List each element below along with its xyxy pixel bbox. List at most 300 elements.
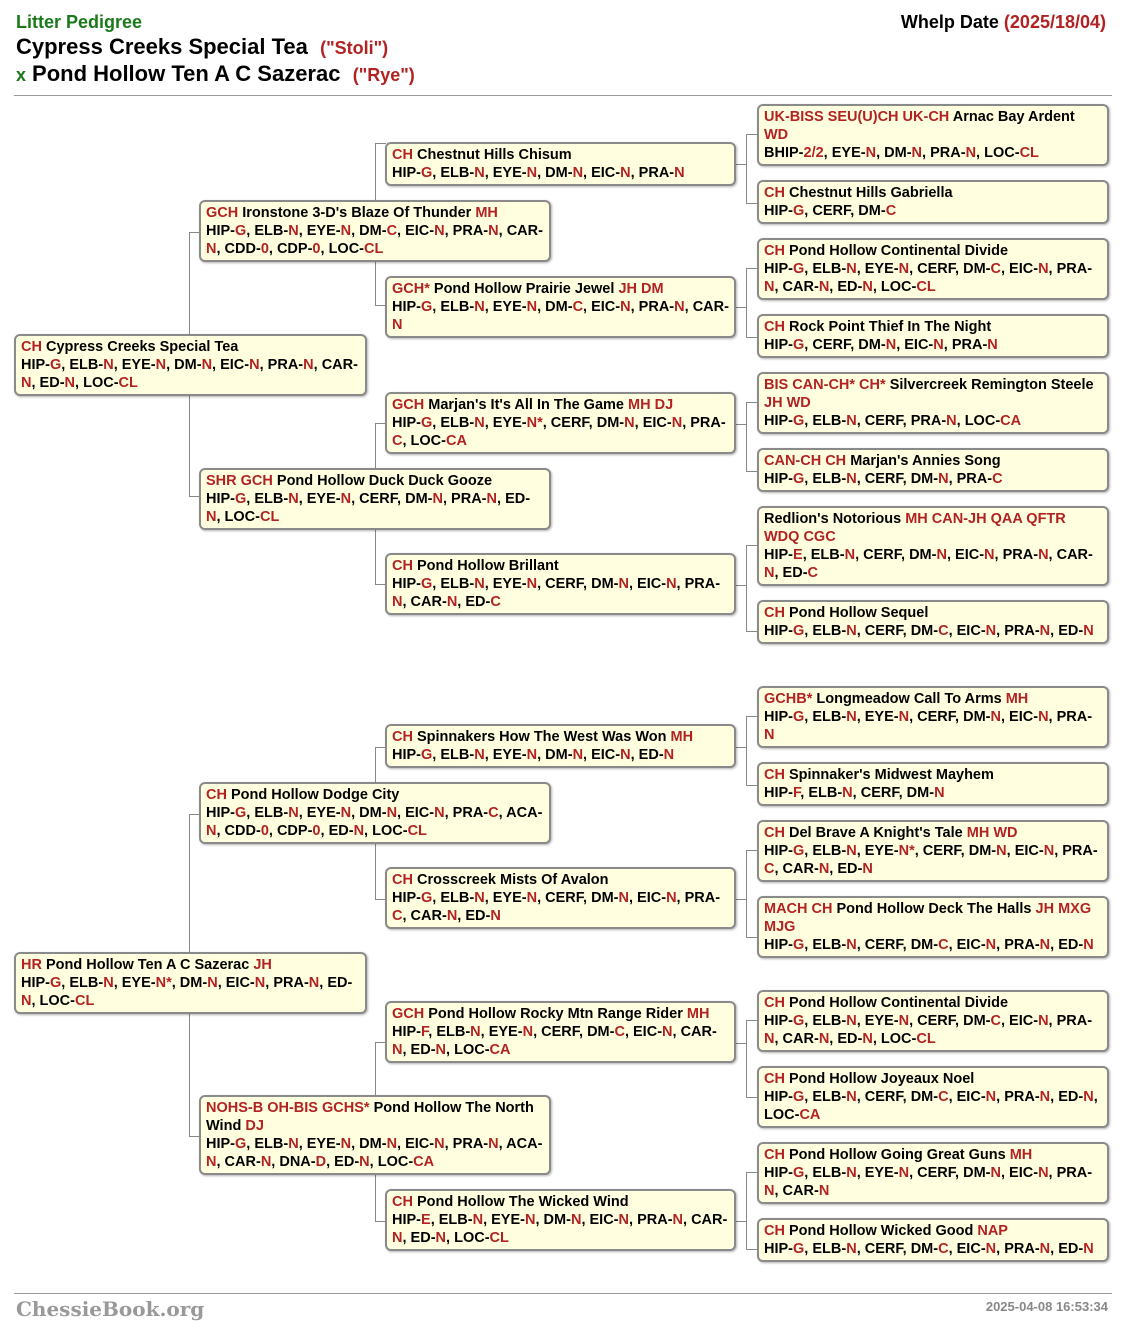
health-value: CL [118, 375, 138, 391]
sire-heading [16, 34, 388, 60]
health-test: ELB [440, 165, 470, 181]
dog-title [764, 604, 1102, 622]
health-test: HIP [764, 1241, 789, 1257]
dog-title-suffix: MH [475, 205, 498, 221]
dog-title [764, 690, 1102, 708]
health-value: N [446, 908, 458, 924]
connector [746, 785, 757, 786]
dog-name: Crosscreek Mists Of Avalon [416, 872, 609, 888]
health-value: N [340, 805, 352, 821]
health-test: EYE [864, 709, 894, 725]
health-test: ED [782, 565, 803, 581]
health-results: HIP-F, ELB-N, CERF, DM-N [764, 785, 945, 801]
health-value: N [846, 1241, 857, 1257]
dog-box-sss[interactable] [385, 142, 736, 186]
health-value: N [846, 937, 857, 953]
dog-title [392, 871, 729, 889]
health-value: G [793, 203, 805, 219]
health-test: PRA [1056, 709, 1088, 725]
health-test: DM [884, 145, 907, 161]
health-test: HIP [764, 547, 789, 563]
health-value: N [936, 547, 947, 563]
dog-box-ddds[interactable] [757, 1142, 1109, 1204]
health-test: HIP [764, 623, 789, 639]
connector [746, 1020, 757, 1021]
health-value: N [359, 1154, 370, 1170]
dog-title-prefix: CAN-CH CH [764, 453, 847, 469]
health-value: CL [916, 279, 936, 295]
health-value: N [155, 357, 167, 373]
dog-title [392, 1005, 729, 1023]
health-test: CAR [321, 357, 354, 373]
connector [746, 716, 747, 785]
health-test: PRA [690, 415, 721, 431]
health-value: F [793, 785, 801, 801]
health-value: N [392, 1042, 403, 1058]
health-test: HIP [392, 890, 417, 906]
health-results: HIP-G, ELB-N, CERF, DM-N, PRA-C [764, 471, 1003, 487]
dog-box-ddss[interactable] [757, 990, 1109, 1052]
health-value: N [1038, 547, 1049, 563]
dam-name: Pond Hollow Ten A C Sazerac [32, 61, 341, 86]
health-test: ED [39, 375, 60, 391]
health-test: DM [359, 223, 382, 239]
health-value: G [235, 491, 247, 507]
health-test: CERF [812, 337, 851, 353]
health-test: PRA [638, 165, 670, 181]
health-test: LOC [964, 413, 996, 429]
dog-title-prefix: HR [21, 957, 42, 973]
health-value: CA [413, 1154, 435, 1170]
health-test: PRA [452, 1136, 484, 1152]
health-value: N [474, 299, 485, 315]
health-value: N [1038, 1165, 1049, 1181]
health-value: G [421, 890, 433, 906]
health-test: DM [910, 1089, 934, 1105]
whelp-date [901, 12, 1106, 33]
health-value: N [818, 1031, 830, 1047]
dog-box-ssss[interactable] [757, 104, 1109, 166]
health-test: PRA [910, 413, 942, 429]
dog-box-sdsd[interactable] [757, 448, 1109, 492]
dog-box-dsdd[interactable] [757, 896, 1109, 958]
health-value: N [933, 337, 944, 353]
dog-box-sire[interactable] [14, 334, 367, 396]
health-test: CAR [224, 1154, 256, 1170]
cross-symbol: x [16, 65, 27, 85]
dog-title [392, 1193, 729, 1211]
health-test: PRA [1004, 623, 1035, 639]
health-value: N [844, 547, 856, 563]
health-test: CERF [864, 471, 903, 487]
dog-title-prefix: UK-BISS SEU(U)CH UK-CH [764, 109, 950, 125]
dog-title [764, 1222, 1102, 1240]
dog-title-suffix: WD [764, 127, 789, 143]
health-value: G [235, 1136, 247, 1152]
dog-box-ssds[interactable] [757, 238, 1109, 300]
health-results: HIP-G, ELB-N, EYE-N, CERF, DM-N, PRA-N, ED-N, LOC-CL [206, 491, 531, 525]
connector [746, 337, 757, 338]
dog-box-sdd[interactable] [385, 553, 736, 615]
health-value: N [984, 547, 995, 563]
health-value: N [572, 747, 584, 763]
health-test: CAR [691, 1212, 723, 1228]
health-value: N [470, 1024, 481, 1040]
connector [746, 545, 757, 546]
dog-box-ssd[interactable] [385, 276, 736, 338]
health-results: HIP-G, ELB-N, CERF, DM-C, EIC-N, PRA-N, ED-N [764, 623, 1094, 639]
health-value: G [235, 223, 247, 239]
health-value: N [846, 471, 857, 487]
health-value: G [793, 843, 805, 859]
health-value: N [288, 1136, 299, 1152]
health-value: N [474, 415, 485, 431]
health-value: G [50, 975, 62, 991]
dog-box-dddd[interactable] [757, 1218, 1109, 1262]
health-value: N [21, 993, 32, 1009]
health-test: EIC [637, 576, 662, 592]
health-value: G [793, 337, 805, 353]
health-test: ED [638, 747, 659, 763]
health-test: CAR [782, 1031, 814, 1047]
dog-title [764, 242, 1102, 260]
dog-title [206, 204, 544, 222]
dog-box-dam-dam[interactable] [199, 1095, 551, 1175]
health-value: N [666, 890, 677, 906]
connector [746, 1172, 757, 1173]
dog-box-sds[interactable] [385, 392, 736, 454]
dog-name: Spinnakers How The West Was Won [416, 729, 667, 745]
connector [746, 203, 757, 204]
health-test: DM [910, 1241, 934, 1257]
health-value: N [620, 165, 631, 181]
health-value: N [435, 1230, 447, 1246]
dog-box-ddd[interactable] [385, 1189, 736, 1251]
health-test: DM [405, 491, 428, 507]
dog-title-suffix: MH [670, 729, 694, 745]
health-test: EIC [591, 747, 616, 763]
health-test: DM [543, 1212, 567, 1228]
health-test: DM [587, 1024, 610, 1040]
health-value: G [793, 413, 805, 429]
health-value: N [898, 1013, 910, 1029]
health-test: HIP [21, 357, 46, 373]
health-value: G [421, 747, 433, 763]
dog-box-sire-dam[interactable] [199, 468, 551, 530]
health-results: HIP-G, ELB-N, EYE-N, DM-C, EIC-N, PRA-N, CAR-N, CDD-0, CDP-0, LOC-CL [206, 223, 543, 257]
dog-box-dam-sire[interactable] [199, 782, 551, 844]
health-value: N [526, 165, 538, 181]
dog-title-prefix: CH [764, 243, 785, 259]
health-test: HIP [392, 576, 417, 592]
health-value: N [103, 357, 114, 373]
health-test: LOC [454, 1230, 485, 1246]
health-results: HIP-G, ELB-N, EYE-N, DM-N, EIC-N, PRA-C, ACA-N, CDD-0, CDP-0, ED-N, LOC-CL [206, 805, 543, 839]
connector [736, 585, 747, 586]
health-results: HIP-G, ELB-N, EYE-N, DM-N, EIC-N, PRA-N [392, 165, 685, 181]
dog-title-suffix: MH [1009, 1147, 1033, 1163]
health-value: C [392, 908, 403, 924]
health-value: 0 [312, 241, 321, 257]
dog-title [764, 824, 1102, 842]
health-results: HIP-G, ELB-N, EYE-N, DM-C, EIC-N, PRA-N, CAR-N [392, 299, 729, 333]
header-divider [14, 95, 1112, 96]
health-value: N [525, 1212, 536, 1228]
health-results: BHIP-2/2, EYE-N, DM-N, PRA-N, LOC-CL [764, 145, 1039, 161]
health-value: N [985, 623, 997, 639]
health-value: N [818, 861, 830, 877]
health-test: PRA [637, 1212, 668, 1228]
health-value: N [522, 1024, 534, 1040]
dog-name: Pond Hollow The Wicked Wind [416, 1194, 629, 1210]
health-value: G [793, 1165, 805, 1181]
health-value: 0 [312, 823, 321, 839]
dog-box-dds[interactable] [385, 1001, 736, 1063]
health-value: N* [898, 843, 915, 859]
health-value: G [793, 1089, 805, 1105]
health-value: N [474, 890, 485, 906]
dog-box-dsd[interactable] [385, 867, 736, 929]
health-value: G [793, 623, 805, 639]
health-test: EYE [306, 491, 336, 507]
health-value: N [1039, 937, 1051, 953]
health-test: HIP [764, 1165, 789, 1181]
health-value: CA [446, 433, 467, 449]
dog-box-dss[interactable] [385, 724, 736, 768]
health-test: EIC [955, 547, 980, 563]
health-results: HIP-F, ELB-N, EYE-N, CERF, DM-C, EIC-N, CAR-N, ED-N, LOC-CA [392, 1024, 717, 1058]
dog-name: Pond Hollow Duck Duck Gooze [276, 473, 493, 489]
health-test: PRA [1004, 937, 1035, 953]
health-test: ED [1058, 1241, 1079, 1257]
health-value: N [572, 165, 584, 181]
dog-name: Redlion's Notorious [764, 511, 902, 527]
health-test: HIP [764, 413, 789, 429]
health-test: PRA [267, 357, 299, 373]
dog-box-ddsd[interactable] [757, 1066, 1109, 1128]
health-value: N [846, 1089, 857, 1105]
health-test: ELB [812, 1089, 842, 1105]
dog-title-suffix: JH DM [618, 281, 664, 297]
health-value: N [818, 279, 830, 295]
health-value: E [421, 1212, 431, 1228]
health-results: HIP-G, ELB-N, EYE-N, CERF, DM-N, EIC-N, PRA-N [764, 709, 1093, 743]
health-test: EYE [864, 1165, 894, 1181]
dog-box-sdss[interactable] [757, 372, 1109, 434]
health-value: N [618, 890, 629, 906]
dog-box-sssd[interactable] [757, 180, 1109, 224]
health-test: CERF [864, 413, 903, 429]
health-value: G [793, 261, 805, 277]
dog-name: Pond Hollow Sequel [788, 605, 929, 621]
dog-box-dsds[interactable] [757, 820, 1109, 882]
health-value: N [21, 375, 32, 391]
dog-title [206, 786, 544, 804]
health-value: G [235, 805, 247, 821]
health-value: N [934, 785, 945, 801]
health-value: N [846, 623, 857, 639]
whelp-date-value: (2025/18/04) [1003, 12, 1106, 32]
dog-box-ssdd[interactable] [757, 314, 1109, 358]
health-test: HIP [392, 165, 417, 181]
health-test: ED [837, 279, 858, 295]
health-value: N [846, 261, 857, 277]
health-value: N [206, 509, 217, 525]
health-test: EIC [220, 357, 245, 373]
health-test: PRA [684, 576, 716, 592]
health-test: ELB [254, 223, 284, 239]
health-value: N [206, 241, 217, 257]
dog-title-prefix: MACH CH [764, 901, 833, 917]
health-test: ELB [440, 890, 470, 906]
health-test: PRA [1056, 1165, 1088, 1181]
health-test: ELB [812, 1013, 842, 1029]
health-value: C [807, 565, 819, 581]
health-test: ACA [506, 1136, 538, 1152]
health-value: CA [1000, 413, 1022, 429]
health-value: CA [799, 1107, 821, 1123]
health-test: LOC [39, 993, 71, 1009]
health-value: G [50, 357, 62, 373]
health-test: PRA [951, 337, 983, 353]
health-test: LOC [328, 241, 360, 257]
dog-box-sdds[interactable] [757, 506, 1109, 586]
dog-box-dsss[interactable] [757, 686, 1109, 748]
dog-title [21, 338, 360, 356]
dog-title [206, 1099, 544, 1135]
health-test: ELB [812, 623, 842, 639]
health-value: C [938, 1241, 949, 1257]
site-logo-text[interactable]: ChessieBook.org [16, 1297, 205, 1321]
health-test: HIP [764, 337, 789, 353]
dog-box-sire-sire[interactable] [199, 200, 551, 262]
health-value: N [862, 1031, 873, 1047]
health-test: CERF [545, 890, 584, 906]
health-test: DM [909, 547, 932, 563]
health-test: CAR [410, 908, 442, 924]
health-value: N [618, 576, 629, 592]
dog-name: Cypress Creeks Special Tea [45, 339, 239, 355]
dog-title-prefix: CH [392, 872, 413, 888]
health-test: EIC [589, 1212, 614, 1228]
health-value: N [666, 576, 677, 592]
connector [746, 1097, 757, 1098]
health-value: N [288, 491, 299, 507]
dog-title-suffix: MH WD [966, 825, 1018, 841]
connector [746, 1172, 747, 1249]
health-test: EYE [492, 415, 522, 431]
health-value: G [793, 1013, 805, 1029]
health-test: HIP [392, 299, 417, 315]
dog-title-prefix: NOHS-B OH-BIS GCHS* [206, 1100, 370, 1116]
connector [736, 1043, 747, 1044]
health-value: G [793, 1241, 805, 1257]
health-test: LOC [880, 1031, 912, 1047]
dog-title-prefix: CH [764, 825, 785, 841]
connector [736, 164, 747, 165]
dog-box-dam[interactable] [14, 952, 367, 1014]
health-test: PRA [1062, 843, 1093, 859]
connector [736, 424, 747, 425]
health-test: CERF [541, 1024, 579, 1040]
health-value: CL [407, 823, 427, 839]
health-test: HIP [392, 415, 417, 431]
connector [746, 268, 757, 269]
health-value: N [674, 299, 685, 315]
health-results: HIP-G, ELB-N, EYE-N*, DM-N, EIC-N, PRA-N, ED-N, LOC-CL [21, 975, 353, 1009]
health-test: ELB [69, 975, 99, 991]
health-test: CERF [359, 491, 398, 507]
health-test: ELB [812, 471, 842, 487]
health-value: CL [1019, 145, 1039, 161]
health-results: HIP-G, ELB-N, EYE-N*, CERF, DM-N, EIC-N, PRA-C, CAR-N, ED-N [764, 843, 1098, 877]
health-value: C [614, 1024, 625, 1040]
health-value: N [990, 709, 1001, 725]
health-test: LOC [764, 1107, 795, 1123]
dog-title-prefix: CH [764, 995, 785, 1011]
dog-title [764, 766, 1102, 784]
health-value: N [1038, 709, 1049, 725]
health-value: N [288, 223, 299, 239]
dog-title-prefix: CH [21, 339, 42, 355]
dog-name: Silvercreek Remington Steele [889, 377, 1094, 393]
health-test: EIC [642, 415, 667, 431]
health-value: N [846, 709, 857, 725]
health-test: ACA [506, 805, 538, 821]
dog-box-sddd[interactable] [757, 600, 1109, 644]
health-value: N [434, 223, 445, 239]
health-value: N* [526, 415, 543, 431]
dog-box-dssd[interactable] [757, 762, 1109, 806]
health-value: N [885, 337, 897, 353]
health-test: ELB [812, 261, 842, 277]
health-value: N [392, 317, 403, 333]
health-test: DM [963, 709, 986, 725]
health-test: EYE [121, 975, 151, 991]
health-test: DM [179, 975, 203, 991]
health-results: HIP-G, ELB-N, EYE-N, CERF, DM-C, EIC-N, PRA-N, CAR-N, ED-N, LOC-CL [764, 1013, 1093, 1047]
dog-name: Pond Hollow Dodge City [230, 787, 400, 803]
dog-title [764, 900, 1102, 936]
dog-title [392, 728, 729, 746]
health-results: HIP-G, ELB-N, EYE-N, CERF, DM-C, EIC-N, PRA-N, CAR-N, ED-N, LOC-CL [764, 261, 1093, 295]
dog-name: Pond Hollow Going Great Guns [788, 1147, 1006, 1163]
health-test: EYE [491, 1212, 521, 1228]
sire-name: Cypress Creeks Special Tea [16, 34, 308, 59]
dog-title-suffix: JH MXG MJG [764, 901, 1092, 935]
health-value: N [671, 415, 683, 431]
health-value: N [842, 785, 853, 801]
health-value: N [1083, 623, 1094, 639]
dog-name: Pond Hollow Prairie Jewel [433, 281, 615, 297]
health-test: LOC [83, 375, 114, 391]
health-test: LOC [984, 145, 1015, 161]
health-test: PRA [638, 299, 670, 315]
health-test: PRA [684, 890, 716, 906]
health-test: PRA [451, 491, 482, 507]
health-value: G [421, 165, 433, 181]
health-value: C [990, 1013, 1001, 1029]
health-value: N [488, 223, 499, 239]
health-test: CERF [812, 203, 851, 219]
health-test: CERF [864, 937, 903, 953]
health-value: N* [155, 975, 172, 991]
health-results: HIP-G, ELB-N, CERF, DM-C, EIC-N, PRA-N, ED-N, LOC-CA [764, 1089, 1098, 1123]
health-test: CERF [922, 843, 961, 859]
health-test: DM [174, 357, 197, 373]
health-value: G [421, 576, 433, 592]
health-value: N [865, 145, 877, 161]
